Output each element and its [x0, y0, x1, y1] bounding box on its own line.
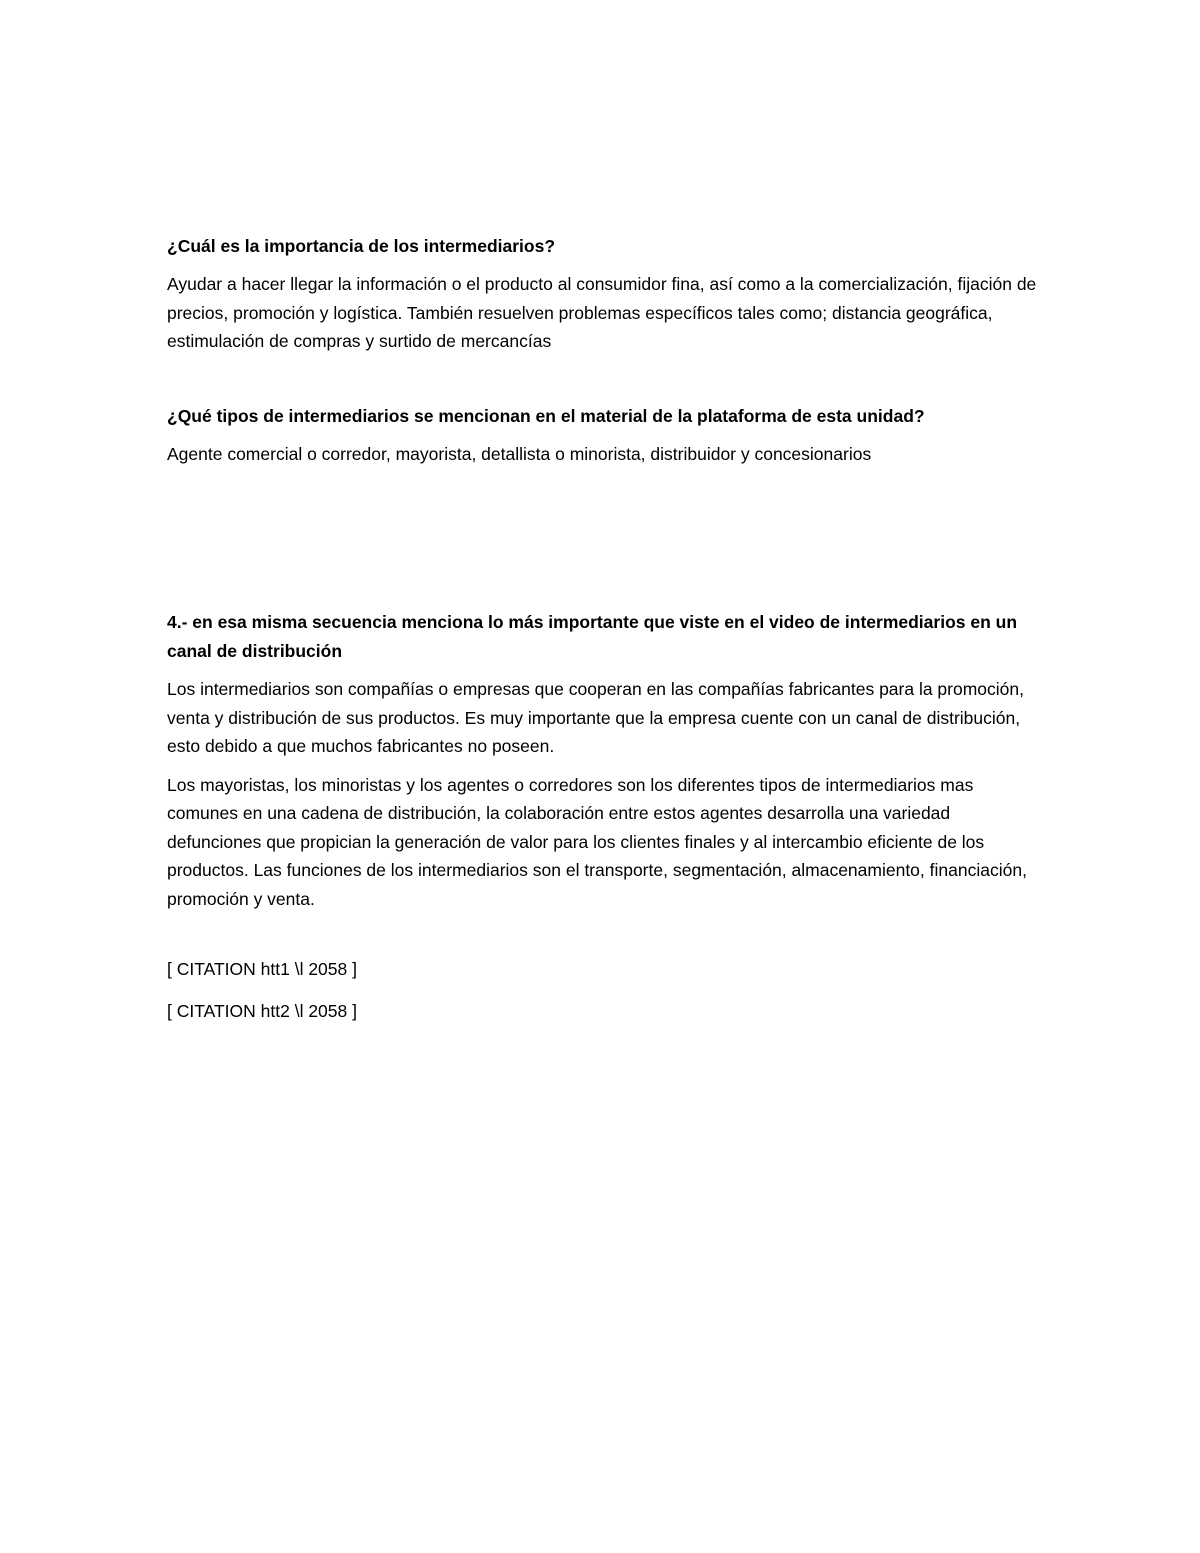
- answer-video-paragraph-2: Los mayoristas, los minoristas y los agentes o corredores son los diferentes tipos de intermediarios mas comunes en una cadena de distribución, la colaboración entre estos agentes desarrolla una variedad defunciones que propician la generación de valor para los clientes finales y al intercambio eficiente de los productos. Las funciones de los intermediarios son el transporte, segmentación, almacenamiento, financiación, promoción y venta.: [167, 774, 1027, 909]
- answer-importance: Ayudar a hacer llegar la información o el producto al consumidor fina, así como a la comercialización, fijación de precios, promoción y logística. También resuelven problemas específicos tales como; distancia geográfica, estimulación de compras y surtido de mercancías: [167, 274, 1037, 351]
- answer-video-paragraph-1: Los intermediarios son compañías o empresas que cooperan en las compañías fabricantes para la promoción, venta y distribución de sus productos. Es muy importante que la empresa cuente con un canal de distribución, esto debido a que muchos fabricantes no poseen.: [167, 679, 1025, 756]
- spacer: [167, 478, 1037, 608]
- citation-2: [ CITATION htt2 \l 2058 ]: [167, 1001, 357, 1021]
- question-importance: ¿Cuál es la importancia de los intermediarios?: [167, 236, 556, 256]
- citation-1: [ CITATION htt1 \l 2058 ]: [167, 959, 357, 979]
- spacer: [167, 923, 1037, 955]
- question-types: ¿Qué tipos de intermediarios se mencionan en el material de la plataforma de esta unidad?: [167, 405, 925, 426]
- answer-types: Agente comercial o corredor, mayorista, detallista o minorista, distribuidor y concesionarios: [167, 443, 872, 464]
- document-body: [167, 232, 1037, 1039]
- spacer: [167, 366, 1037, 402]
- question-video: 4.- en esa misma secuencia menciona lo más importante que viste en el video de intermediarios en un canal de distribución: [167, 612, 1018, 661]
